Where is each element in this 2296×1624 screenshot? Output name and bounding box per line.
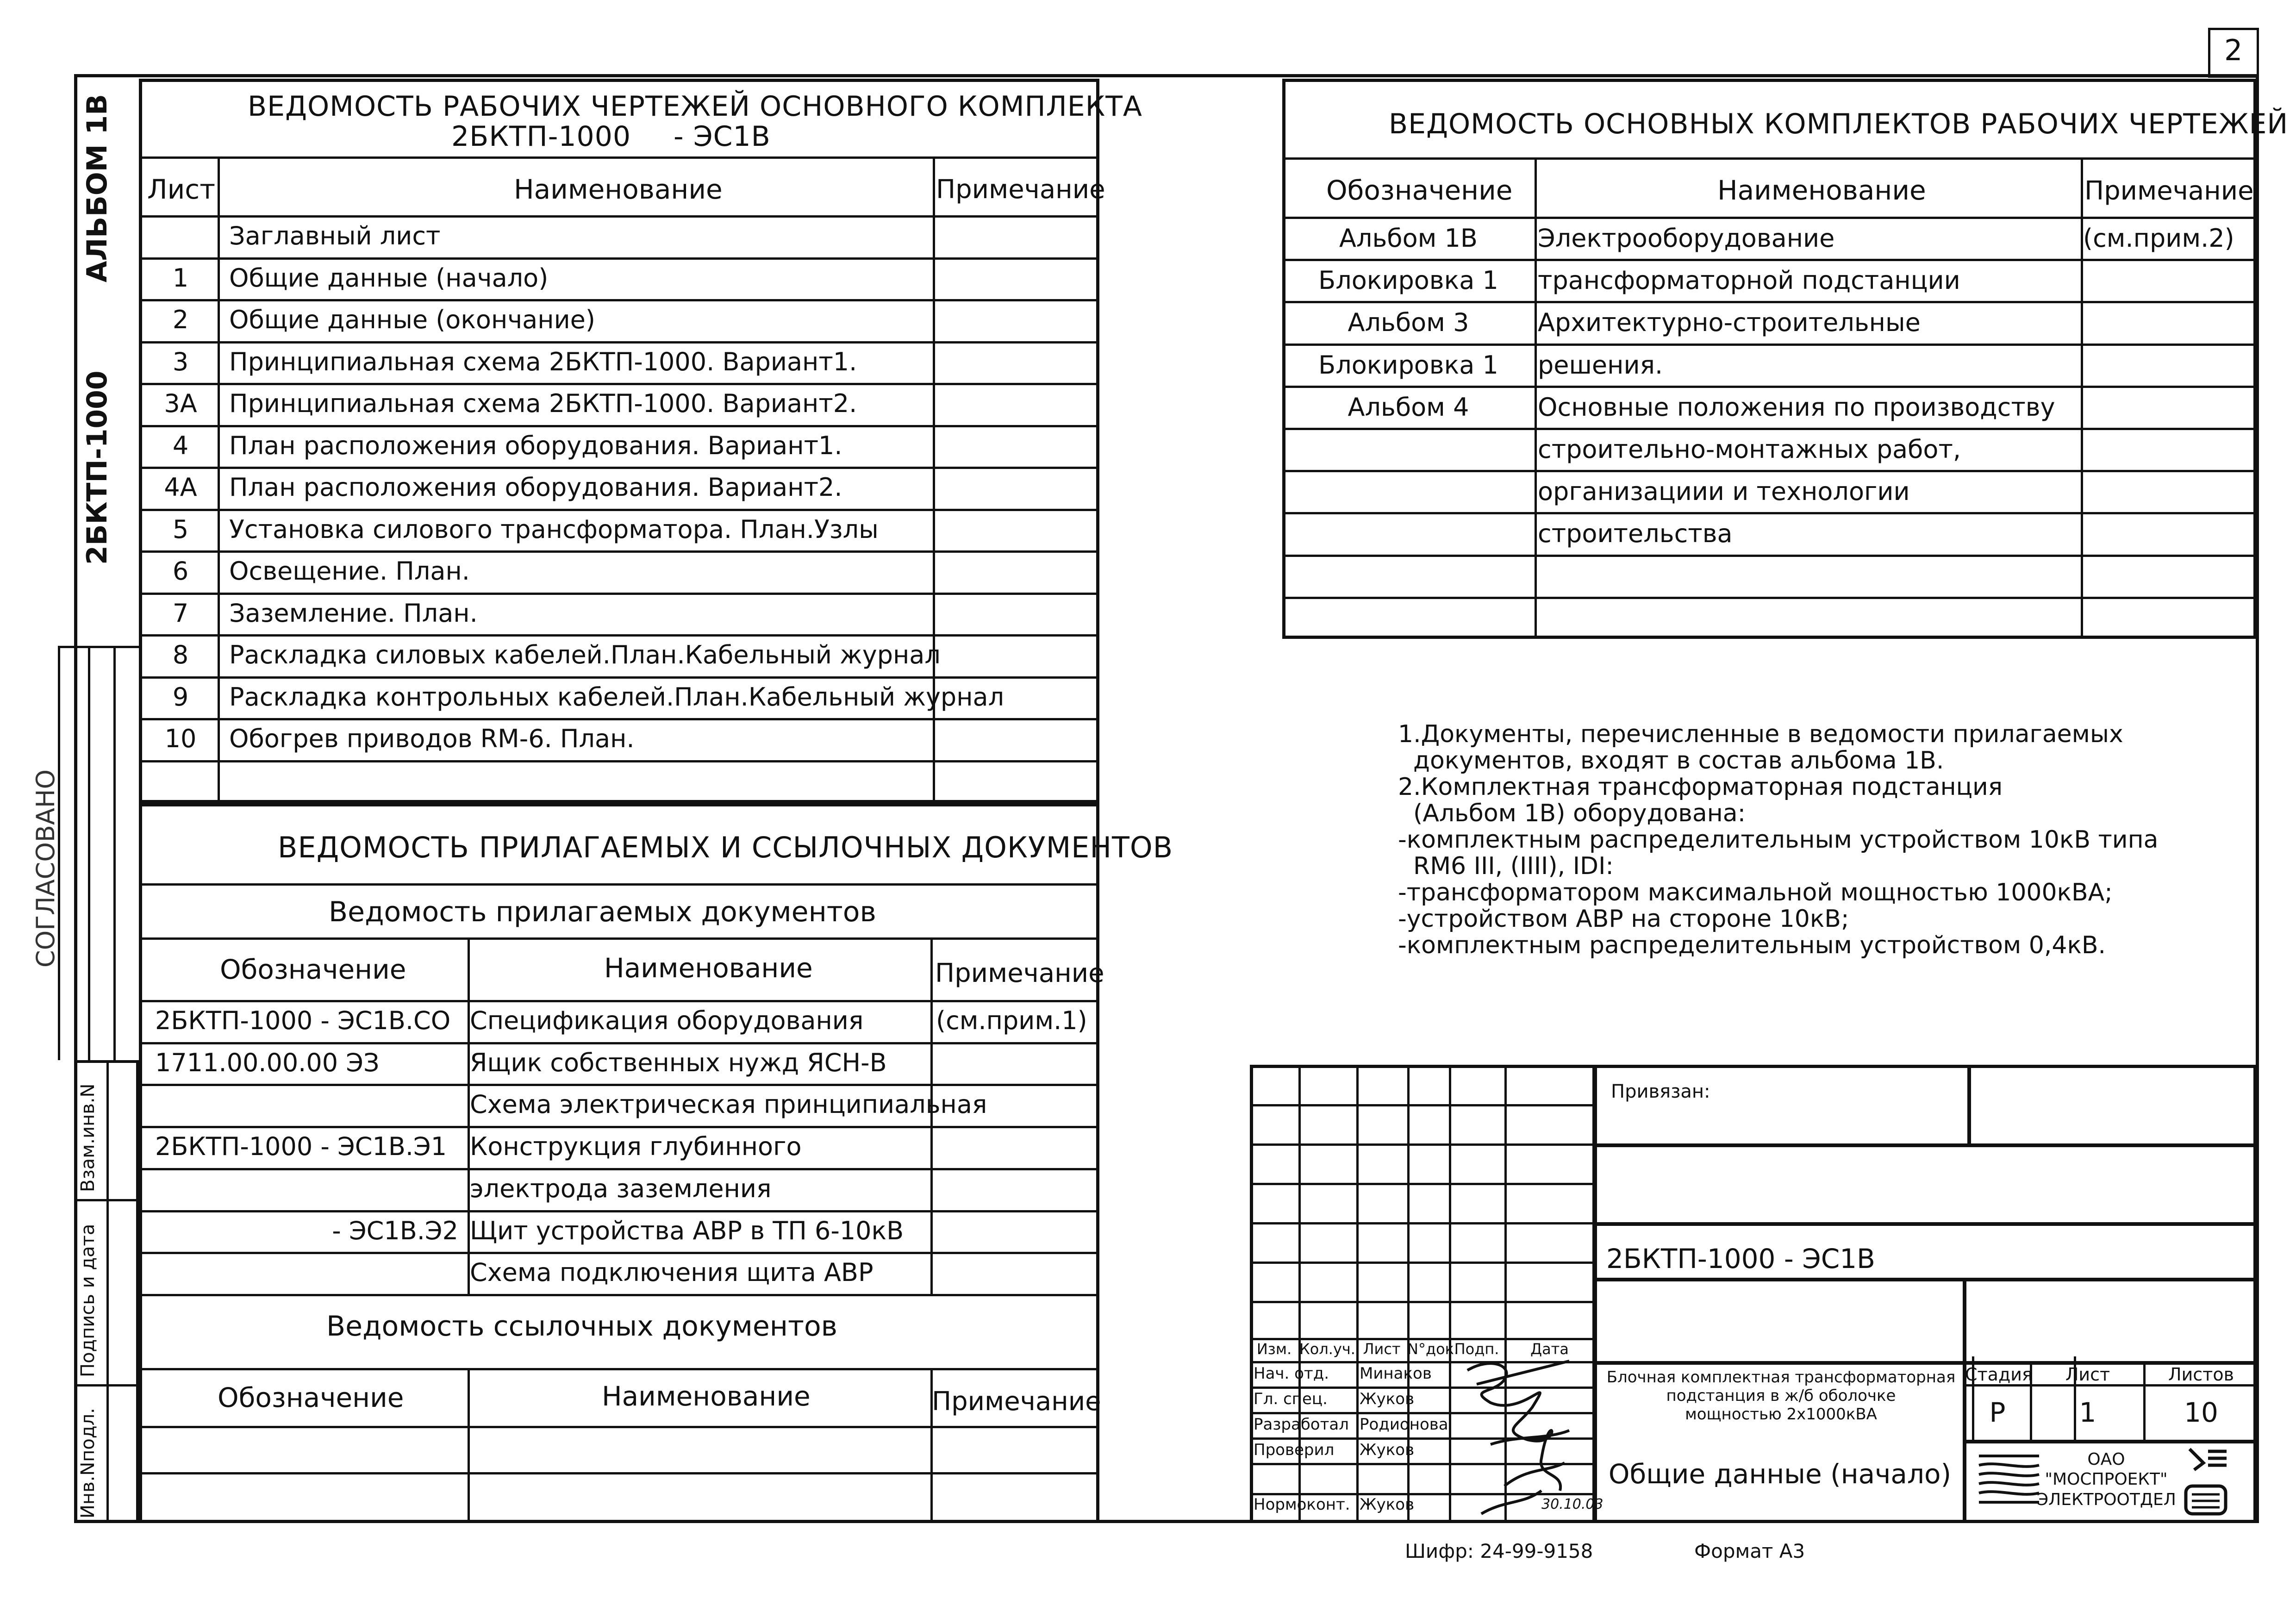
list-item-sheet: 4А [164, 473, 197, 502]
attached-header-designation: Обозначение [220, 954, 406, 985]
note-line: документов, входят в состав альбома 1В. [1398, 747, 1944, 775]
attached-row-name: Конструкция глубинного [470, 1132, 802, 1161]
main-list-title-suffix: - ЭС1В [674, 120, 771, 153]
basic-set-name: решения. [1538, 350, 1663, 380]
basic-set-name: организациии и технологии [1538, 477, 1910, 506]
side-album-label: АЛЬБОМ 1В [81, 94, 113, 282]
reference-subtitle: Ведомость ссылочных документов [326, 1310, 838, 1343]
list-item-name: Установка силового трансформатора. План.Узлы [229, 515, 879, 544]
basic-sets-title: ВЕДОМОСТЬ ОСНОВНЫХ КОМПЛЕКТОВ РАБОЧИХ ЧЕРТЕЖЕЙ [1389, 108, 2289, 140]
list-item-name: Заземление. План. [229, 599, 478, 628]
column-header: Лист [1363, 1340, 1401, 1358]
main-list-header-sheet: Лист [147, 174, 215, 205]
attached-row-designation: 2БКТП-1000 - ЭС1В.Э1 [155, 1132, 447, 1161]
main-list-title-code: 2БКТП-1000 [451, 120, 631, 153]
attached-row-name: Ящик собственных нужд ЯСН-В [470, 1048, 887, 1077]
list-item-name: Заглавный лист [229, 221, 441, 250]
role-label: Нормоконт. [1254, 1495, 1350, 1514]
side-stamp-replace: Взам.инв.N [77, 1083, 99, 1192]
basic-sets-header-designation: Обозначение [1326, 175, 1513, 206]
column-header: Подп. [1454, 1340, 1499, 1358]
object-name-line2: подстанция в ж/б оболочке [1666, 1387, 1896, 1405]
basic-set-note: (см.прим.2) [2083, 224, 2234, 253]
column-header: Изм. [1256, 1340, 1292, 1358]
basic-set-name: строительно-монтажных работ, [1538, 435, 1961, 464]
list-item-sheet: 4 [172, 431, 189, 460]
list-item-name: Обогрев приводов RM-6. План. [229, 724, 635, 753]
attached-row-name: Схема электрическая принципиальная [470, 1090, 987, 1119]
note-line: -комплектным распределительным устройством 0,4кВ. [1398, 931, 2106, 959]
role-person: Родионова [1360, 1415, 1448, 1434]
list-item-sheet: 7 [172, 599, 189, 628]
main-list-title-line1: ВЕДОМОСТЬ РАБОЧИХ ЧЕРТЕЖЕЙ ОСНОВНОГО КОМПЛЕКТА [248, 90, 1142, 123]
note-line: RM6 III, (IIII), IDI: [1398, 852, 1614, 880]
basic-set-designation: Блокировка 1 [1318, 350, 1498, 380]
list-item-name: Принципиальная схема 2БКТП-1000. Вариант2. [229, 389, 857, 418]
stage-value: Р [1989, 1397, 2006, 1428]
signature-date: 30.10.03 [1541, 1496, 1603, 1512]
role-person: Жуков [1360, 1390, 1415, 1408]
list-item-name: План расположения оборудования. Вариант2. [229, 473, 842, 502]
page-number: 2 [2224, 33, 2243, 67]
attached-subtitle: Ведомость прилагаемых документов [329, 896, 876, 928]
attached-row-name: Щит устройства АВР в ТП 6-10кВ [470, 1216, 904, 1245]
list-item-name: Общие данные (окончание) [229, 305, 595, 334]
basic-sets-header-name: Наименование [1717, 175, 1926, 206]
basic-set-designation: Альбом 3 [1348, 308, 1469, 337]
side-agreed-label: СОГЛАСОВАНО [31, 769, 60, 968]
basic-set-name: Электрооборудование [1538, 224, 1835, 253]
sheets-value: 10 [2184, 1397, 2218, 1428]
attached-header-note: Примечание [935, 958, 1104, 988]
list-item-name: План расположения оборудования. Вариант1. [229, 431, 842, 460]
list-item-name: Раскладка силовых кабелей.План.Кабельный журнал [229, 640, 941, 669]
reference-header-designation: Обозначение [218, 1382, 404, 1413]
sheets-label: Листов [2168, 1364, 2234, 1385]
note-line: (Альбом 1В) оборудована: [1398, 800, 1746, 827]
basic-set-designation: Блокировка 1 [1318, 266, 1498, 295]
format-label: Формат А3 [1694, 1540, 1805, 1562]
note-line: 1.Документы, перечисленные в ведомости прилагаемых [1398, 720, 2123, 748]
list-item-sheet: 5 [172, 515, 189, 544]
basic-set-designation: Альбом 4 [1348, 393, 1469, 422]
basic-sets-header-note: Примечание [2084, 176, 2254, 206]
bound-label: Привязан: [1611, 1081, 1710, 1102]
object-name-line3: мощностью 2х1000кВА [1685, 1405, 1877, 1424]
role-label: Гл. спец. [1254, 1390, 1328, 1408]
note-line: 2.Комплектная трансформаторная подстанция [1398, 773, 2003, 801]
side-code-label: 2БКТП-1000 [81, 370, 113, 565]
note-line: -устройством АВР на стороне 10кВ; [1398, 905, 1849, 933]
stage-label: Стадия [1965, 1364, 2033, 1385]
list-item-name: Освещение. План. [229, 556, 470, 586]
main-list-header-note: Примечание [936, 175, 1105, 205]
title-block-code: 2БКТП-1000 - ЭС1В [1606, 1243, 1875, 1274]
object-name-line1: Блочная комплектная трансформаторная [1606, 1368, 1956, 1387]
basic-set-name: строительства [1538, 519, 1733, 548]
column-header: N°док. [1407, 1340, 1459, 1358]
attached-row-designation: - ЭС1В.Э2 [332, 1216, 458, 1245]
list-item-sheet: 3 [172, 347, 189, 376]
basic-set-designation: Альбом 1В [1339, 224, 1478, 253]
basic-set-name: Основные положения по производству [1538, 393, 2055, 422]
attached-row-note: (см.прим.1) [936, 1006, 1087, 1035]
sheet-label: Лист [2065, 1364, 2110, 1385]
sheet-value: 1 [2079, 1397, 2096, 1428]
organization-logo-icon [1974, 1447, 2044, 1516]
role-person: Жуков [1360, 1495, 1415, 1514]
note-line: -комплектным распределительным устройством 10кВ типа [1398, 826, 2159, 854]
list-item-name: Принципиальная схема 2БКТП-1000. Вариант1. [229, 347, 857, 376]
role-person: Жуков [1360, 1441, 1415, 1459]
side-stamp-inventory: Инв.Nподл. [77, 1408, 99, 1518]
attached-row-name: электрода заземления [470, 1174, 772, 1203]
main-list-header-name: Наименование [514, 174, 723, 205]
attached-row-name: Схема подключения щита АВР [470, 1258, 873, 1287]
org-line2: "МОСПРОЕКТ" [2045, 1470, 2168, 1489]
list-item-name: Общие данные (начало) [229, 263, 549, 293]
attached-row-name: Спецификация оборудования [470, 1006, 864, 1035]
attached-row-designation: 1711.00.00.00 ЭЗ [155, 1048, 380, 1077]
attached-header-name: Наименование [604, 952, 813, 984]
reference-header-note: Примечание [932, 1387, 1101, 1417]
basic-set-name: Архитектурно-строительные [1538, 308, 1921, 337]
list-item-sheet: 10 [164, 724, 197, 753]
list-item-sheet: 9 [172, 682, 189, 712]
sheet-title: Общие данные (начало) [1608, 1458, 1952, 1490]
role-person: Минаков [1360, 1364, 1432, 1383]
company-stamp-icon [2180, 1444, 2231, 1518]
side-stamp-signature: Подпись и дата [77, 1224, 99, 1377]
role-label: Нач. отд. [1254, 1364, 1329, 1383]
note-line: -трансформатором максимальной мощностью 1000кВА; [1398, 879, 2113, 906]
list-item-sheet: 1 [172, 263, 189, 293]
column-header: Дата [1530, 1340, 1569, 1358]
role-label: Проверил [1254, 1441, 1335, 1459]
role-label: Разработал [1254, 1415, 1349, 1434]
attached-title: ВЕДОМОСТЬ ПРИЛАГАЕМЫХ И ССЫЛОЧНЫХ ДОКУМЕНТОВ [278, 831, 1173, 864]
reference-header-name: Наименование [602, 1380, 811, 1412]
org-line3: ЭЛЕКТРООТДЕЛ [2037, 1490, 2176, 1509]
basic-set-name: трансформаторной подстанции [1538, 266, 1960, 295]
list-item-sheet: 8 [172, 640, 189, 669]
list-item-sheet: 6 [172, 556, 189, 586]
cipher-label: Шифр: 24-99-9158 [1405, 1540, 1593, 1562]
org-line1: ОАО [2087, 1450, 2125, 1469]
attached-row-designation: 2БКТП-1000 - ЭС1В.СО [155, 1006, 451, 1035]
list-item-sheet: 2 [172, 305, 189, 334]
column-header: Кол.уч. [1299, 1340, 1355, 1358]
list-item-name: Раскладка контрольных кабелей.План.Кабельный журнал [229, 682, 1004, 712]
list-item-sheet: 3А [164, 389, 197, 418]
